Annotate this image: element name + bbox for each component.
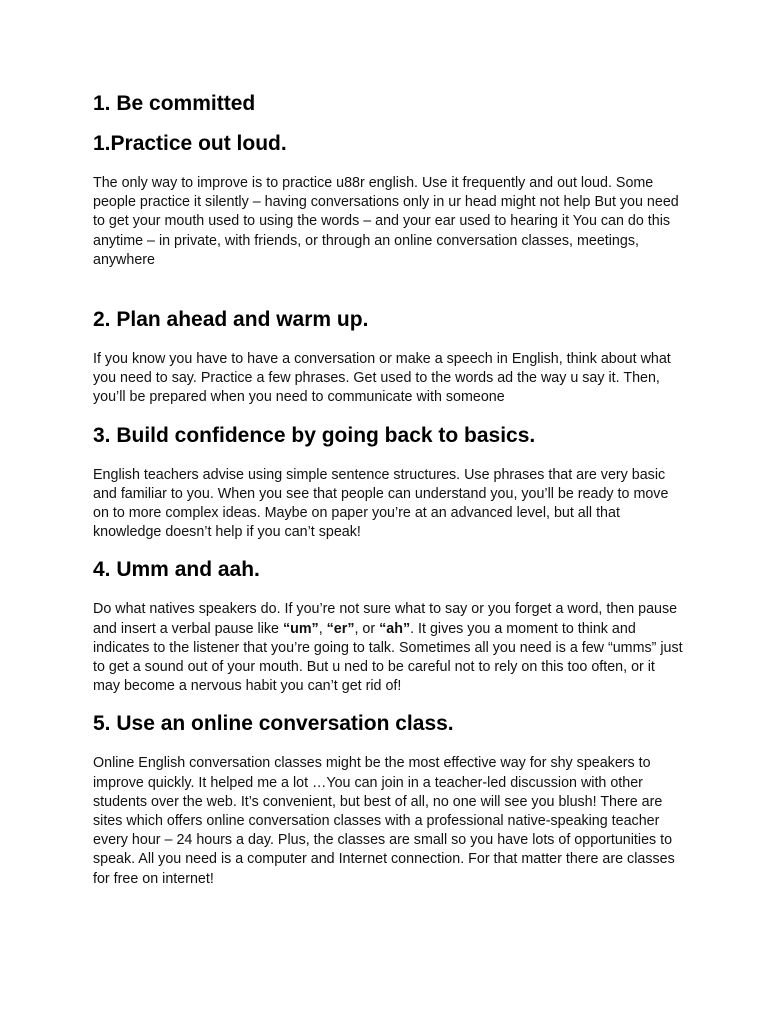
paragraph-text: Do what natives speakers do. If you’re not sure what to say or you forget a word, then pause and insert a verbal pause like xyxy=(93,601,678,637)
heading-be-committed: 1. Be committed xyxy=(93,92,256,115)
bold-er: “er” xyxy=(326,620,355,637)
heading-practice-out-loud: 1.Practice out loud. xyxy=(93,132,287,155)
paragraph-practice-out-loud: The only way to improve is to practice u88r english. Use it frequently and out loud. Some people practice it silently – having conversations only in ur head might not help But you need to get your mouth used to using the words – and your ear used to hearing it You can do this anytime – in private, with friends, or through an online conversation classes, meetings, anywhere xyxy=(93,175,679,268)
bold-ah: “ah” xyxy=(379,620,411,637)
paragraph-text: . It gives you a moment to think and indicates to the listener that you’re going to talk. Sometimes all you need is a few “umms” just to get a sound out of your mouth. But u ned to be careful not to rely on this too often, or it may become a nervous habit you can’t get rid of! xyxy=(93,620,683,695)
paragraph-build-confidence: English teachers advise using simple sentence structures. Use phrases that are very basic and familiar to you. When you see that people can understand you, you’ll be ready to move on to more complex ideas. Maybe on paper you’re at an advanced level, but all that knowledge doesn’t help if you can’t speak! xyxy=(93,466,669,541)
heading-build-confidence: 3. Build confidence by going back to basics. xyxy=(93,423,536,447)
heading-umm-and-aah: 4. Umm and aah. xyxy=(93,558,260,582)
paragraph-umm-and-aah xyxy=(93,600,683,696)
paragraph-text: , xyxy=(318,620,327,637)
paragraph-online-class: Online English conversation classes might be the most effective way for shy speakers to improve quickly. It helped me a lot …You can join in a teacher-led discussion with other students over the web. It’s convenient, but best of all, no one will see you blush! There are sites which offers online conversation classes with a professional native-speaking teacher every hour – 24 hours a day. Plus, the classes are small so you have lots of opportunities to speak. All you need is a computer and Internet connection. For that matter there are classes for free on internet! xyxy=(93,755,675,887)
heading-plan-ahead: 2. Plan ahead and warm up. xyxy=(93,308,369,332)
paragraph-text: , or xyxy=(354,620,380,637)
heading-online-class: 5. Use an online conversation class. xyxy=(93,712,454,736)
paragraph-plan-ahead: If you know you have to have a conversation or make a speech in English, think about what you need to say. Practice a few phrases. Get used to the words ad the way u say it. Then, you’ll be prepared when you need to communicate with someone xyxy=(93,351,671,406)
bold-um: “um” xyxy=(282,620,319,637)
